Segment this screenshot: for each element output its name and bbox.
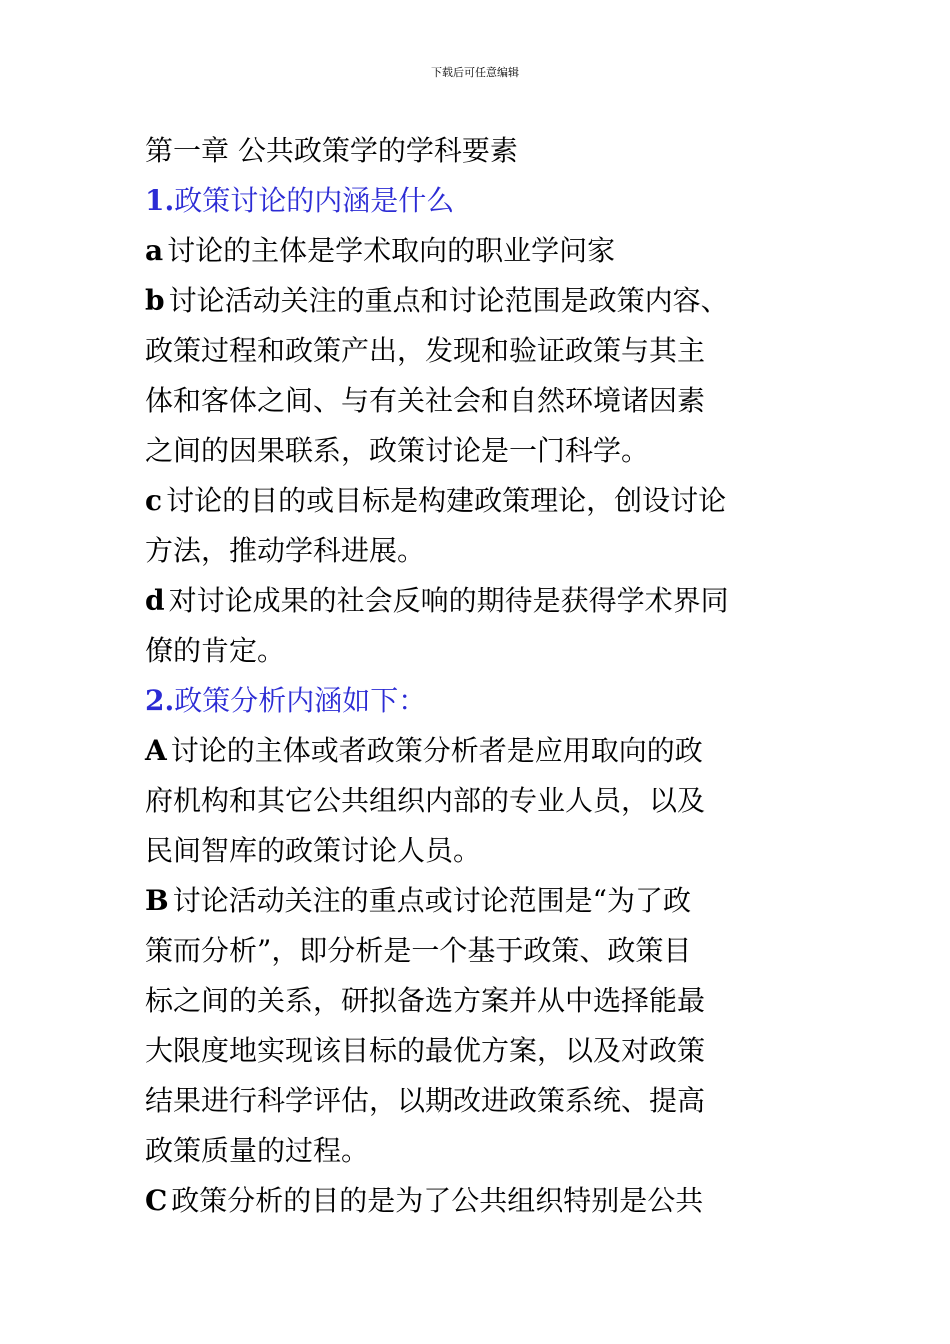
heading-number: 2.: [145, 684, 175, 717]
paragraph-text: 讨论活动关注的重点和讨论范围是政策内容、: [168, 284, 729, 317]
item-label: a: [145, 234, 164, 267]
paragraph-text: 讨论的主体是学术取向的职业学问家: [167, 234, 616, 267]
paragraph-A: [145, 726, 810, 776]
paragraph-c: [145, 476, 810, 526]
item-label: A: [145, 734, 167, 767]
heading-text: 政策讨论的内涵是什么: [174, 184, 455, 217]
paragraph-B-line: 策而分析”，即分析是一个基于政策、政策目: [145, 934, 692, 967]
heading-number: 1.: [145, 184, 175, 217]
paragraph-text: 讨论的主体或者政策分析者是应用取向的政: [170, 734, 703, 767]
section-heading-2: [145, 676, 810, 726]
paragraph-A-line: 府机构和其它公共组织内部的专业人员，以及: [145, 784, 706, 817]
paragraph-B-line: 大限度地实现该目标的最优方案，以及对政策: [145, 1034, 706, 1067]
paragraph-d: [145, 576, 810, 626]
chapter-title: 第一章 公共政策学的学科要素: [145, 134, 518, 167]
paragraph-d-line: 僚的肯定。: [145, 634, 286, 667]
paragraph-a: [145, 226, 810, 276]
paragraph-B-line: 标之间的关系，研拟备选方案并从中选择能最: [145, 984, 706, 1017]
paragraph-c-line: 方法，推动学科进展。: [145, 534, 426, 567]
paragraph-b-line: 体和客体之间、与有关社会和自然环境诸因素: [145, 384, 706, 417]
item-label: C: [145, 1184, 168, 1217]
item-label: B: [145, 884, 169, 917]
item-label: d: [145, 584, 165, 617]
paragraph-text: 对讨论成果的社会反响的期待是获得学术界同: [168, 584, 729, 617]
heading-text: 政策分析内涵如下：: [174, 684, 427, 717]
paragraph-B-line: 结果进行科学评估，以期改进政策系统、提高: [145, 1084, 706, 1117]
paragraph-b-line: 之间的因果联系，政策讨论是一门科学。: [145, 434, 650, 467]
paragraph-B-line: 政策质量的过程。: [145, 1134, 370, 1167]
paragraph-b: [145, 276, 810, 326]
paragraph-b-line: 政策过程和政策产出，发现和验证政策与其主: [145, 334, 706, 367]
paragraph-text: 讨论的目的或目标是构建政策理论，创设讨论: [166, 484, 727, 517]
page-header: 下载后可任意编辑: [431, 66, 519, 79]
paragraph-text: 政策分析的目的是为了公共组织特别是公共: [171, 1184, 704, 1217]
paragraph-C: [145, 1176, 810, 1226]
item-label: b: [145, 284, 165, 317]
paragraph-text: 讨论活动关注的重点或讨论范围是“为了政: [172, 884, 691, 917]
item-label: c: [145, 484, 163, 517]
document-body: [145, 126, 810, 1226]
paragraph-B: [145, 876, 810, 926]
paragraph-A-line: 民间智库的政策讨论人员。: [145, 834, 482, 867]
section-heading-1: [145, 176, 810, 226]
